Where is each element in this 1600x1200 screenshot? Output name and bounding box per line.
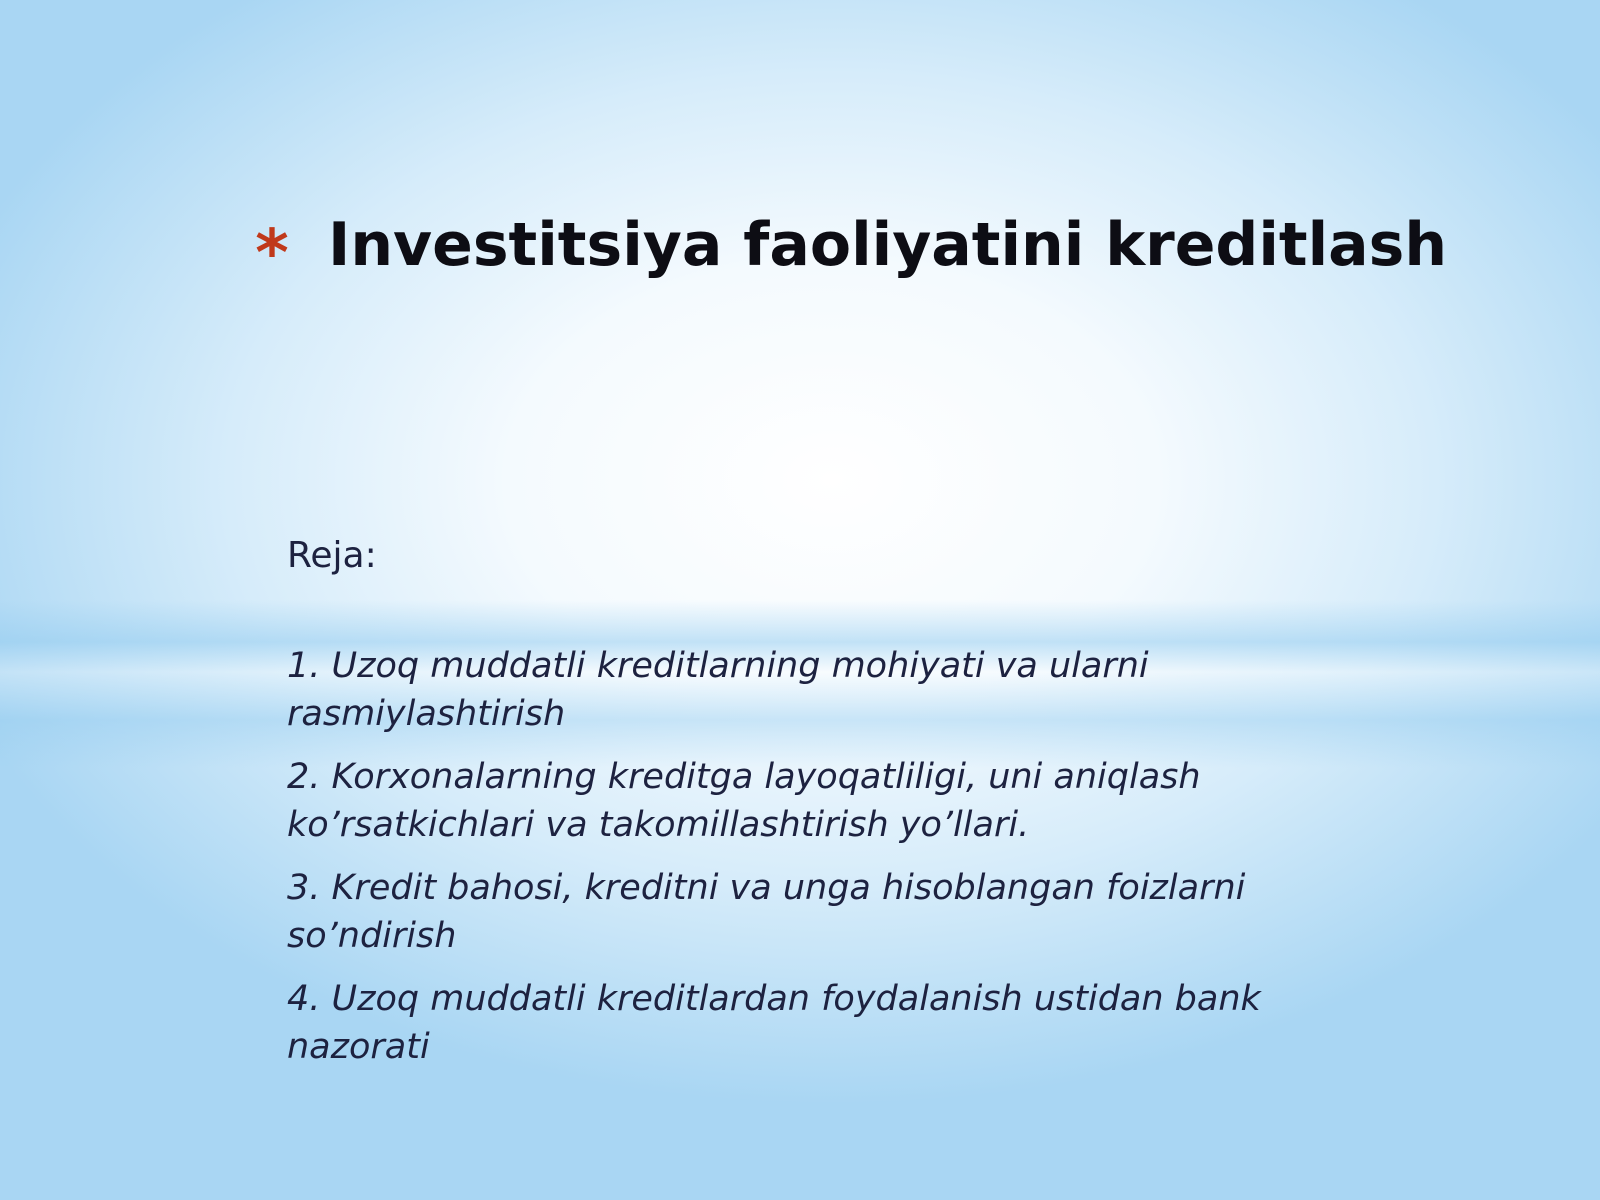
plan-list bbox=[287, 642, 1327, 1071]
plan-item-4: 4. Uzoq muddatli kreditlardan foydalanish ustidan bank nazorati bbox=[287, 979, 1261, 1067]
slide-title: Investitsiya faoliyatini kreditlash bbox=[328, 210, 1448, 280]
slide-content bbox=[287, 532, 1327, 1086]
plan-item-1: 1. Uzoq muddatli kreditlarning mohiyati va ularni rasmiylashtirish bbox=[287, 646, 1149, 734]
plan-label: Reja: bbox=[287, 535, 377, 576]
plan-item-2: 2. Korxonalarning kreditga layoqatliligi, uni aniqlash ko’rsatkichlari va takomillashtirish yo’llari. bbox=[287, 757, 1201, 845]
plan-item-3: 3. Kredit bahosi, kreditni va unga hisoblangan foizlarni so’ndirish bbox=[287, 868, 1246, 956]
asterisk-bullet-icon: * bbox=[255, 217, 289, 291]
